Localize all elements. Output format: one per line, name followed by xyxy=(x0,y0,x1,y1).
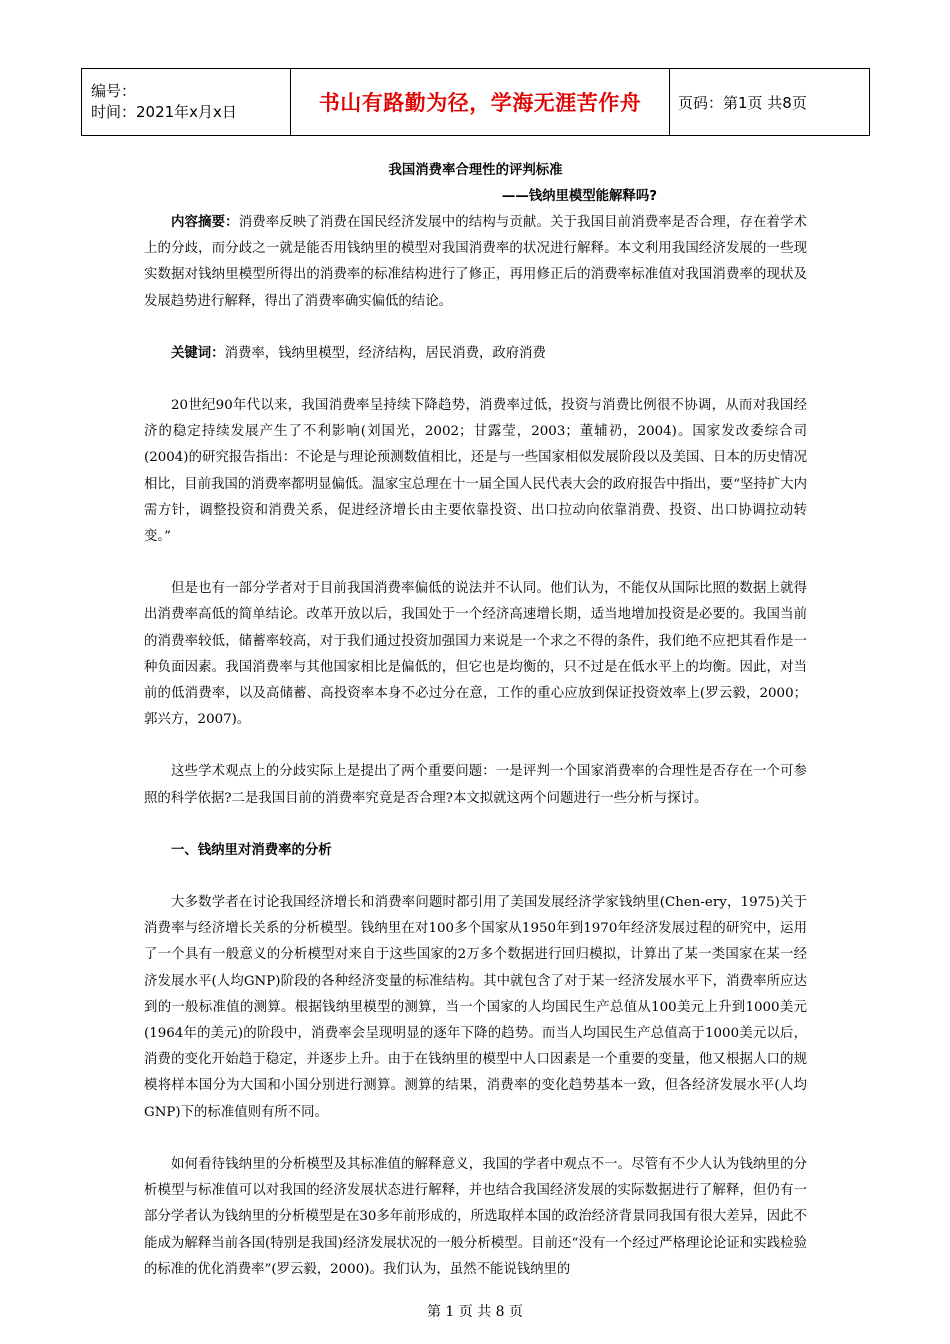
page-code: 页码：第1页 共8页 xyxy=(670,69,870,136)
keywords-paragraph xyxy=(144,341,807,367)
abstract-label: 内容摘要： xyxy=(171,215,239,230)
paragraph-2: 但是也有一部分学者对于目前我国消费率偏低的说法并不认同。他们认为，不能仅从国际比照的数据上就得出消费率高低的简单结论。改革开放以后，我国处于一个经济高速增长期，适当地增加投资是必要的。我国当前的消费率较低，储蓄率较高，对于我们通过投资加强国力来说是一个求之不得的条件，我们绝不应把其看作是一种负面因素。我国消费率与其他国家相比是偏低的，但它也是均衡的，只不过是在低水平上的均衡。因此，对当前的低消费率，以及高储蓄、高投资率本身不必过分在意，工作的重心应放到保证投资效率上(罗云毅，2000；郭兴方，2007)。 xyxy=(144,581,807,728)
paragraph-3: 这些学术观点上的分歧实际上是提出了两个重要问题：一是评判一个国家消费率的合理性是否存在一个可参照的科学依据?二是我国目前的消费率究竟是否合理?本文拟就这两个问题进行一些分析与探讨。 xyxy=(144,764,807,806)
abstract-text: 消费率反映了消费在国民经济发展中的结构与贡献。关于我国目前消费率是否合理，存在着学术上的分歧，而分歧之一就是能否用钱纳里的模型对我国消费率的状况进行解释。本文利用我国经济发展的一些现实数据对钱纳里模型所得出的消费率的标准结构进行了修正，再用修正后的消费率标准值对我国消费率的现状及发展趋势进行解释，得出了消费率确实偏低的结论。 xyxy=(144,215,808,309)
page-footer: 第 1 页 共 8 页 xyxy=(426,1304,524,1320)
paragraph-4: 大多数学者在讨论我国经济增长和消费率问题时都引用了美国发展经济学家钱纳里(Chen-ery，1975)关于消费率与经济增长关系的分析模型。钱纳里在对100多个国家从1950年到1970年经济发展过程的研究中，运用了一个具有一般意义的分析模型对来自于这些国家的2万多个数据进行回归模拟，计算出了某一类国家在某一经济发展水平(人均GNP)阶段的各种经济变量的标准结构。其中就包含了对于某一经济发展水平下，消费率所应达到的一般标准值的测算。根据钱纳里模型的测算，当一个国家的人均国民生产总值从100美元上升到1000美元(1964年的美元)的阶段中，消费率会呈现明显的逐年下降的趋势。而当人均国民生产总值高于1000美元以后，消费的变化开始趋于稳定，并逐步上升。由于在钱纳里的模型中人口因素是一个重要的变量，他又根据人口的规模将样本国分为大国和小国分别进行测算。测算的结果，消费率的变化趋势基本一致，但各经济发展水平(人均GNP)下的标准值则有所不同。 xyxy=(144,895,807,1120)
abstract-paragraph xyxy=(144,210,807,315)
section-heading-1: 一、钱纳里对消费率的分析 xyxy=(171,842,332,858)
motto: 书山有路勤为径，学海无涯苦作舟 xyxy=(291,69,670,136)
document-subtitle: ——钱纳里模型能解释吗? xyxy=(501,189,657,204)
keywords-text: 消费率，钱纳里模型，经济结构，居民消费，政府消费 xyxy=(224,345,546,361)
keywords-label: 关键词： xyxy=(171,345,225,361)
header-left-cell xyxy=(82,69,291,136)
paragraph-5: 如何看待钱纳里的分析模型及其标准值的解释意义，我国的学者中观点不一。尽管有不少人认为钱纳里的分析模型与标准值可以对我国的经济发展状态进行解释，并也结合我国经济发展的实际数据进行了解释，但仍有一部分学者认为钱纳里的分析模型是在30多年前形成的，所选取样本国的政治经济背景同我国有很大差异，因此不能成为解释当前各国(特别是我国)经济发展状况的一般分析模型。目前还“没有一个经过严格理论论证和实践检验的标准的优化消费率”(罗云毅，2000)。我们认为，虽然不能说钱纳里的 xyxy=(144,1156,807,1277)
document-body xyxy=(144,158,807,1283)
document-title: 我国消费率合理性的评判标准 xyxy=(388,163,563,178)
header-table xyxy=(81,68,870,136)
time-label: 时间：2021年x月x日 xyxy=(91,103,237,121)
number-label: 编号： xyxy=(91,82,137,100)
paragraph-1: 20世纪90年代以来，我国消费率呈持续下降趋势，消费率过低，投资与消费比例很不协调，从而对我国经济的稳定持续发展产生了不利影响(刘国光，2002；甘露莹，2003；董辅礽，2004)。国家发改委综合司(2004)的研究报告指出：不论是与理论预测数值相比，还是与一些国家相似发展阶段以及美国、日本的历史情况相比，目前我国的消费率都明显偏低。温家宝总理在十一届全国人民代表大会的政府报告中指出，要“坚持扩大内需方针，调整投资和消费关系，促进经济增长由主要依靠投资、出口拉动向依靠消费、投资、出口协调拉动转变。” xyxy=(144,398,807,545)
